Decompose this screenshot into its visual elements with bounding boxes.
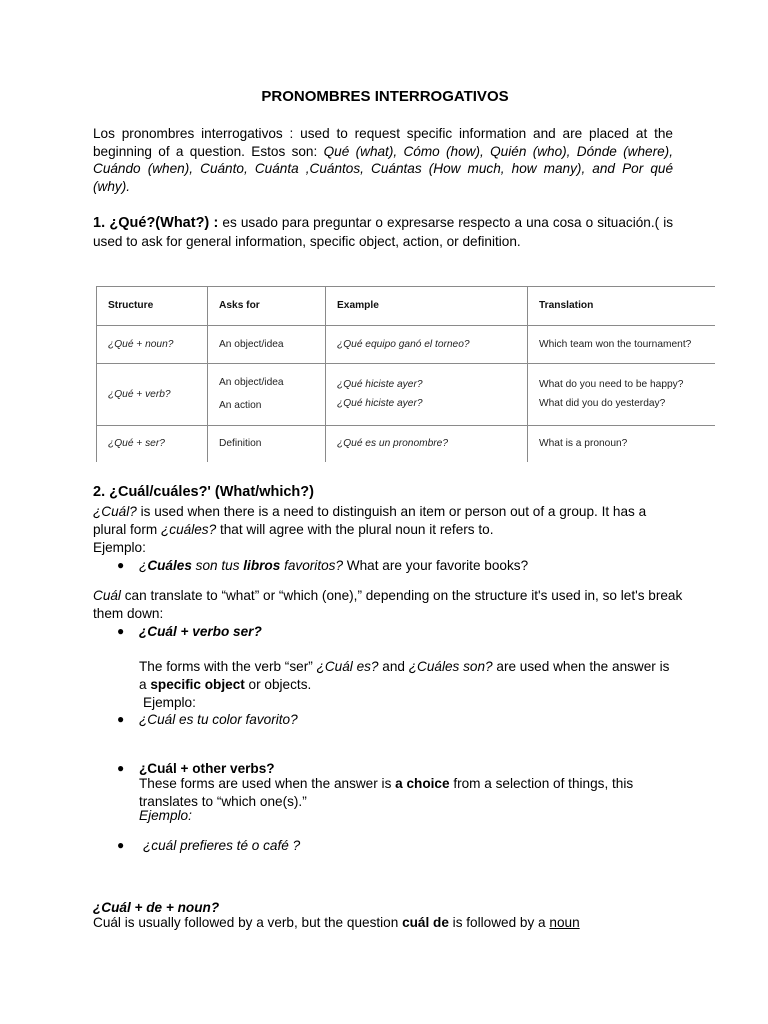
ejemplo-label: Ejemplo: <box>93 540 146 555</box>
table-cell: ¿Qué hiciste ayer? ¿Qué hiciste ayer? <box>326 364 528 426</box>
cual-paragraph: Cuál can translate to “what” or “which (one),” depending on the structure it's used in, so let's break them down: <box>93 588 683 621</box>
bullet-item: ¿Cuál es tu color favorito? <box>139 712 298 727</box>
table-cell: What do you need to be happy? What did you do yesterday? <box>528 364 715 426</box>
section-1-paragraph: 1. ¿Qué?(What?) : es usado para preguntar o expresarse respecto a una cosa o situación.( is used to ask for general information, specific object, action, or definition. <box>93 215 674 249</box>
bullet-dot: ● <box>117 761 125 775</box>
table-header: Example <box>326 287 528 326</box>
bullet-dot: ● <box>117 712 125 726</box>
table-cell: ¿Qué es un pronombre? <box>326 426 528 463</box>
ejemplo-label: Ejemplo: <box>143 695 196 710</box>
table-header: Asks for <box>208 287 326 326</box>
table-header: Translation <box>528 287 715 326</box>
table-cell: ¿Qué equipo ganó el torneo? <box>326 326 528 364</box>
cual-de-paragraph: Cuál is usually followed by a verb, but the question cuál de is followed by a noun <box>93 915 580 930</box>
table-cell: ¿Qué + verb? <box>97 364 208 426</box>
table-cell: An object/idea An action <box>208 364 326 426</box>
ser-paragraph: The forms with the verb “ser” ¿Cuál es? and ¿Cuáles son? are used when the answer is a specific object or objects. <box>139 659 670 692</box>
table-cell: Definition <box>208 426 326 463</box>
table-row <box>97 364 715 426</box>
bullet-item: ¿cuál prefieres té o café ? <box>143 838 301 853</box>
bullet-dot: ● <box>117 624 125 638</box>
table-cell: ¿Qué + ser? <box>97 426 208 463</box>
intro-paragraph: Los pronombres interrogativos : used to request specific information and are placed at the beginning of a question. Estos son: Qué (what), Cómo (how), Quién (who), Dónde (where), Cuándo (when), Cuánto, Cuánta ,Cuántos, Cuántas (How much, how many), and Por qué (why). <box>93 126 673 194</box>
que-structure-table <box>96 286 715 462</box>
page-title: PRONOMBRES INTERROGATIVOS <box>261 88 509 105</box>
bullet-item: ¿Cuál + verbo ser? <box>139 624 262 639</box>
table-header-row <box>97 287 715 326</box>
section-2-heading: 2. ¿Cuál/cuáles?' (What/which?) <box>93 484 314 500</box>
bullet-dot: ● <box>117 558 125 572</box>
table-cell: An object/idea <box>208 326 326 364</box>
table-row <box>97 326 715 364</box>
table-cell: What is a pronoun? <box>528 426 715 463</box>
bullet-item: ¿Cuáles son tus libros favoritos? What are your favorite books? <box>139 558 529 573</box>
table-cell: Which team won the tournament? <box>528 326 715 364</box>
table-cell: ¿Qué + noun? <box>97 326 208 364</box>
section-2-paragraph: ¿Cuál? is used when there is a need to distinguish an item or person out of a group. It has a plural form ¿cuáles? that will agree with the plural noun it refers to. <box>93 504 647 537</box>
section-1-heading: 1. ¿Qué?(What?) : <box>93 215 219 231</box>
section-3-heading: ¿Cuál + de + noun? <box>93 900 220 915</box>
ejemplo-label: Ejemplo: <box>139 808 192 823</box>
bullet-item: ¿Cuál + other verbs? <box>139 761 275 776</box>
other-verbs-paragraph: These forms are used when the answer is a choice from a selection of things, this translates to “which one(s).” <box>139 776 634 809</box>
table-row <box>97 426 715 463</box>
bullet-dot: ● <box>117 838 125 852</box>
table-header: Structure <box>97 287 208 326</box>
